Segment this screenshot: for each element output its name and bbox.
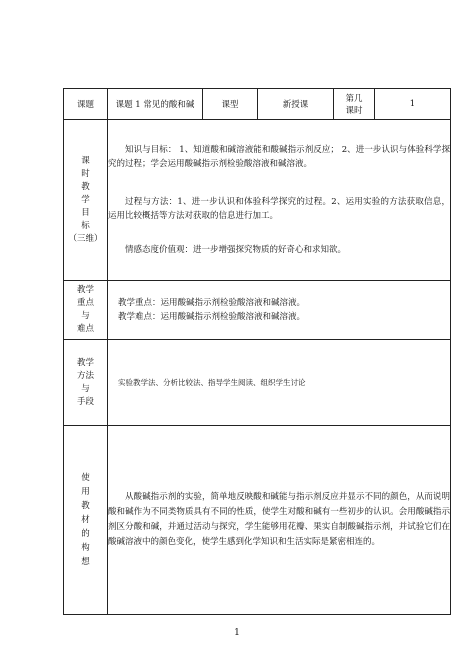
methods-label-line: 与 <box>81 383 90 394</box>
period-label-line2: 课时 <box>345 106 363 116</box>
key-points-label <box>64 281 108 340</box>
lesson-plan-table <box>63 88 451 615</box>
objectives-label <box>64 120 108 281</box>
material-label <box>64 426 108 615</box>
page-number: 1 <box>234 628 240 638</box>
key-points-label-line: 难点 <box>76 324 94 334</box>
methods-label-line: 方法 <box>76 370 94 381</box>
objectives-label-sub: （三维） <box>68 233 103 244</box>
lesson-type-label: 课型 <box>203 89 258 120</box>
objectives-label-char: 时 <box>81 168 90 179</box>
material-content <box>108 426 451 615</box>
material-label-char: 材 <box>81 515 90 525</box>
period-label <box>334 89 375 120</box>
objectives-label-char: 学 <box>81 194 90 205</box>
objectives-label-char: 课 <box>81 155 90 166</box>
material-label-char: 用 <box>81 487 90 497</box>
methods-label-line: 手段 <box>76 396 94 407</box>
objective-attitude: 情感态度价值观：进一步增强探究物质的好奇心和求知欲。 <box>125 245 347 255</box>
material-label-char: 教 <box>81 501 90 511</box>
objective-knowledge: 知识与目标： 1、知道酸和碱溶液能和酸碱指示剂反应； 2、进一步认识与体验科学探究的过程；学会运用酸碱指示剂检验酸溶液和碱溶液。 <box>108 145 450 169</box>
objective-process: 过程与方法：1、进一步认识和体验科学探究的过程。2、运用实验的方法获取信息，运用比较概括等方法对获取的信息进行加工。 <box>108 197 450 221</box>
lesson-type-value: 新授课 <box>258 89 334 120</box>
objectives-label-char: 标 <box>81 220 90 231</box>
objectives-label-char: 目 <box>81 207 90 218</box>
methods-text: 实验教学法、分析比较法、指导学生阅读、组织学生讨论 <box>118 377 306 387</box>
methods-content <box>108 340 451 426</box>
topic-value: 课题 1 常见的酸和碱 <box>108 89 203 120</box>
methods-row <box>64 340 451 426</box>
material-label-char: 的 <box>81 529 90 539</box>
objectives-row <box>64 120 451 281</box>
material-label-char: 使 <box>81 473 90 483</box>
period-value: 1 <box>375 89 451 120</box>
teaching-focus: 教学重点：运用酸碱指示剂检验酸溶液和碱溶液。 <box>118 298 306 308</box>
material-text: 从酸碱指示剂的实验，简单地反映酸和碱能与指示剂反应并显示不同的颜色，从而说明酸和碱作为不同类物质具有不同的性质，使学生对酸和碱有一些初步的认识。会用酸碱指示剂区分酸和碱，并通过活动与探究，学生能够用花瓣、果实自制酸碱指示剂，并试验它们在酸碱溶液中的颜色变化，使学生感到化学知识和生活实际是紧密相连的。 <box>108 492 450 547</box>
key-points-label-line: 教学 <box>76 285 94 295</box>
key-points-label-line: 与 <box>81 311 90 321</box>
key-points-label-line: 重点 <box>76 298 94 308</box>
period-label-line1: 第几 <box>345 94 363 104</box>
key-points-row <box>64 281 451 340</box>
key-points-content <box>108 281 451 340</box>
objectives-content <box>108 120 451 281</box>
topic-label: 课题 <box>64 89 108 120</box>
material-row <box>64 426 451 615</box>
methods-label <box>64 340 108 426</box>
material-label-char: 构 <box>81 543 90 553</box>
material-label-char: 想 <box>81 557 90 567</box>
methods-label-line: 教学 <box>76 357 94 368</box>
objectives-label-char: 教 <box>81 181 90 192</box>
header-row <box>64 89 451 120</box>
teaching-difficulty: 教学难点：运用酸碱指示剂检验酸溶液和碱溶液。 <box>118 312 306 322</box>
